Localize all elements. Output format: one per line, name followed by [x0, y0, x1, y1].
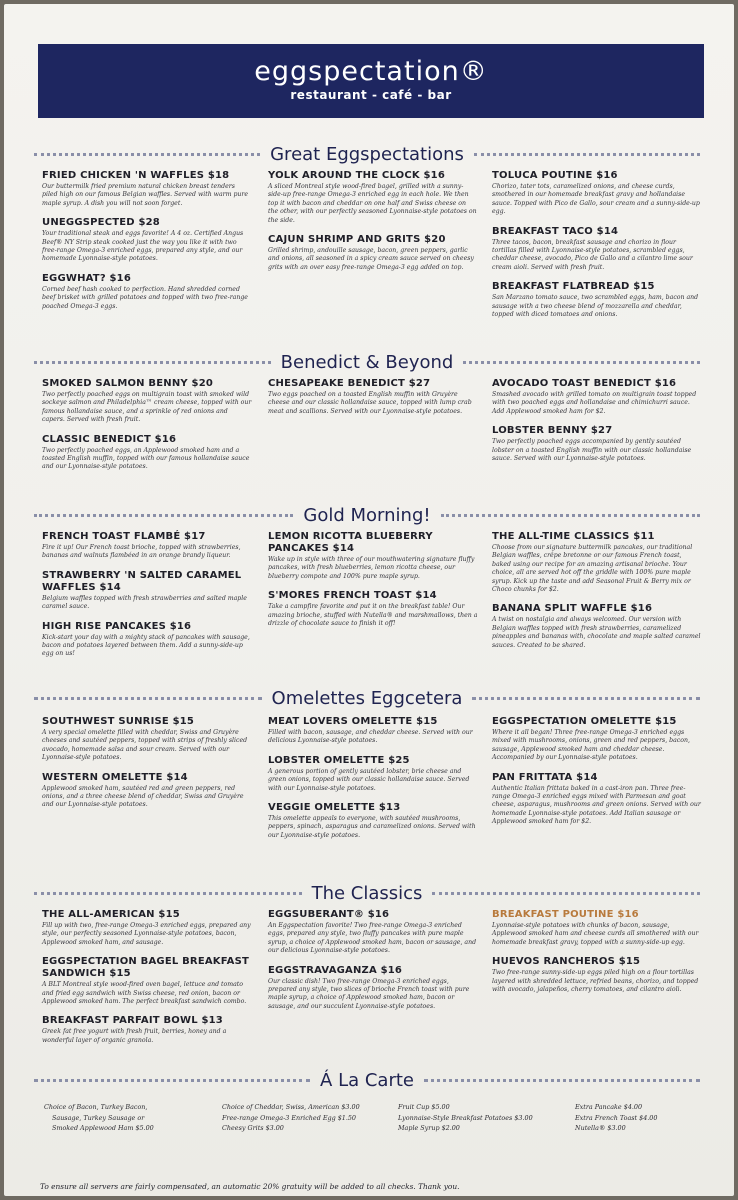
divider [34, 892, 302, 895]
a-la-carte-line: Nutella® $3.00 [575, 1124, 626, 1132]
menu-item [492, 956, 702, 994]
menu-item-description: Lyonnaise-style potatoes with chunks of bacon, sausage, Applewood smoked ham and cheese curds all smothered with our homemade breakfast gravy, topped with a sunny-side-up egg. [492, 922, 699, 946]
menu-item-description: Two eggs poached on a toasted English muffin with Gruyère cheese and our classic hollandaise sauce, topped with lump crab meat and scallions. Served with our Lyonnaise-style potatoes. [268, 391, 472, 415]
a-la-carte-line: Cheesy Grits $3.00 [222, 1124, 284, 1132]
menu-item-title: BANANA SPLIT WAFFLE $16 [492, 603, 653, 615]
a-la-carte-line: Free-range Omega-3 Enriched Egg $1.50 [222, 1113, 356, 1122]
menu-item-title: HIGH RISE PANCAKES $16 [42, 620, 192, 632]
menu-column [492, 170, 702, 328]
menu-item-description: Choose from our signature buttermilk pancakes, our traditional Belgian waffles, crêpe bretonne or our famous French toast, baked using our recipe for an amazing artisanal brioche. Your choice, all are served hot off the griddle with 100% pure maple syrup. Kick up the taste and add Seasonal Fruit & Berry mix or Choco chunks for $2. [492, 544, 693, 594]
menu-item [268, 531, 478, 581]
menu-item [492, 716, 702, 763]
a-la-carte-column [222, 1102, 360, 1134]
menu-item-description: Fire it up! Our French toast brioche, topped with strawberries, bananas and walnuts flambéed in an orange brandy liqueur. [42, 544, 241, 560]
menu-item-description: Take a campfire favorite and put it on the breakfast table! Our amazing brioche, stuffed with Nutella® and marshmallows, then a drizzle of chocolate sauce to finish it off! [268, 603, 478, 628]
menu-item [492, 378, 702, 416]
menu-item-description: Our classic dish! Two free-range Omega-3 enriched eggs, prepared any style, two slices of brioche French toast with pure maple syrup, a choice of Applewood smoked ham, bacon or sausage, and our succulent Lyonnaise-style potatoes. [268, 977, 470, 1010]
menu-item [268, 716, 478, 746]
section-title [34, 881, 700, 905]
menu-item-description: A BLT Montreal style wood-fired oven bagel, lettuce and tomato and fried egg sandwich with Swiss cheese, red onion, bacon or Applewood smoked ham. The perfect breakfast sandwich combo. [42, 981, 247, 1006]
menu-item-title: SMOKED SALMON BENNY $20 [42, 378, 214, 389]
menu-column [492, 378, 702, 472]
divider [432, 892, 700, 895]
menu-item-title: LOBSTER OMELETTE $25 [268, 754, 410, 766]
menu-item-title: WESTERN OMELETTE $14 [42, 771, 188, 783]
menu-item [268, 755, 478, 793]
section-title-a-la-carte [34, 1068, 700, 1092]
section-title [34, 686, 700, 710]
menu-item [268, 965, 478, 1012]
menu-item-title: BREAKFAST TACO $14 [492, 225, 619, 237]
menu-item [492, 909, 702, 947]
menu-item-title: S'MORES FRENCH TOAST $14 [268, 590, 437, 602]
menu-column [42, 378, 252, 481]
menu-column [492, 716, 702, 836]
menu-item-description: Fill up with two, free-range Omega-3 enriched eggs, prepared any style, our perfectly seasoned Lyonnaise-style potatoes, bacon, Applewood smoked ham, and sausage. [42, 922, 251, 946]
menu-item-description: Three tacos, bacon, breakfast sausage and chorizo in flour tortillas filled with Lyonnaise-style potatoes, scrambled eggs, cheddar cheese, avocado, Pico de Gallo and a cilantro lime sour cream aioli. Served with fresh fruit. [492, 238, 693, 271]
brand-logo: eggspectation® [254, 56, 488, 87]
menu-item-description: Belgium waffles topped with fresh strawberries and salted maple caramel sauce. [42, 594, 247, 611]
menu-item [42, 170, 252, 208]
menu-item [42, 378, 252, 425]
menu-item [492, 281, 702, 319]
menu-item-title: FRIED CHICKEN 'N WAFFLES $18 [42, 170, 230, 181]
menu-item-title: STRAWBERRY 'N SALTED CARAMEL WAFFLES $14 [42, 569, 242, 593]
menu-item-description: Our buttermilk fried premium natural chicken breast tenders piled high on our famous Belgian waffles. Served with warm pure maple syrup. A dish you will not soon forget. [42, 183, 249, 207]
divider [34, 1079, 310, 1082]
section-title-text: The Classics [311, 882, 423, 904]
a-la-carte-line: Lyonnaise-Style Breakfast Potatoes $3.00 [398, 1113, 533, 1122]
menu-item-title: CHESAPEAKE BENEDICT $27 [268, 378, 431, 389]
a-la-carte-line: Choice of Bacon, Turkey Bacon, [44, 1103, 148, 1111]
a-la-carte-line: Sausage, Turkey Sausage or [52, 1113, 145, 1122]
menu-column [42, 531, 252, 668]
menu-item-title: BREAKFAST POUTINE $16 [492, 909, 639, 920]
a-la-carte-line: Extra Pancake $4.00 [575, 1103, 643, 1111]
menu-item [42, 956, 252, 1006]
menu-item-description: Two free-range sunny-side-up eggs piled high on a flour tortillas layered with shredded lettuce, refried beans, chorizo, and topped with avocado, jalapeños, cherry tomatoes, and cilantro aioli. [492, 969, 699, 994]
menu-item [268, 234, 478, 272]
section-title-text: Á La Carte [320, 1069, 414, 1091]
menu-item-title: EGGWHAT? $16 [42, 272, 131, 284]
menu-item [42, 217, 252, 264]
menu-item-description: Applewood smoked ham, sautéed red and green peppers, red onions, and a three cheese blend of cheddar, Swiss and Gruyère and our Lyonnaise-style potatoes. [42, 784, 244, 809]
brand-tagline: restaurant - café - bar [290, 88, 452, 102]
gratuity-notice: To ensure all servers are fairly compensated, an automatic 20% gratuity will be added to all checks. Thank you. [40, 1182, 460, 1191]
menu-item [42, 909, 252, 947]
menu-item-description: Grilled shrimp, andouille sausage, bacon, green peppers, garlic and onions, all seasoned in a spicy cream sauce served on cheesy grits with an over easy free-range Omega-3 egg added on top. [268, 247, 474, 271]
menu-item-title: UNEGGSPECTED $28 [42, 217, 160, 229]
divider [34, 514, 293, 517]
menu-item [268, 378, 478, 416]
menu-item-description: San Marzano tomato sauce, two scrambled eggs, ham, bacon and sausage with a two cheese blend of mozzarella and cheddar, topped with diced tomatoes and onions. [492, 294, 699, 319]
menu-item [268, 170, 478, 225]
menu-column [42, 716, 252, 819]
menu-item-description: Smashed avocado with grilled tomato on multigrain toast topped with two poached eggs and hollandaise and chimichurri sauce. Add Applewood smoked ham for $2. [492, 391, 697, 415]
menu-item [492, 226, 702, 273]
menu-item-description: Greek fat free yogurt with fresh fruit, berries, honey and a wonderful layer of organic granola. [42, 1028, 227, 1044]
divider [472, 697, 700, 700]
menu-item-title: THE ALL-AMERICAN $15 [42, 909, 180, 920]
section-title-text: Gold Morning! [303, 504, 431, 526]
a-la-carte-column [398, 1102, 533, 1134]
menu-item-title: SOUTHWEST SUNRISE $15 [42, 716, 195, 727]
divider [34, 153, 260, 156]
menu-item-title: EGGSTRAVAGANZA $16 [268, 964, 403, 976]
header-banner [38, 44, 704, 118]
menu-item-title: YOLK AROUND THE CLOCK $16 [268, 170, 446, 181]
divider [474, 153, 700, 156]
a-la-carte-line: Choice of Cheddar, Swiss, American $3.00 [222, 1103, 360, 1111]
menu-item [42, 772, 252, 810]
menu-item-title: LOBSTER BENNY $27 [492, 425, 613, 437]
section-title-text: Benedict & Beyond [280, 351, 454, 373]
a-la-carte-line: Maple Syrup $2.00 [398, 1124, 460, 1132]
menu-item-description: Chorizo, tater tots, caramelized onions, and cheese curds, smothered in our homemade breakfast gravy and hollandaise sauce. Topped with Pico de Gallo, sour cream and a sunny-side-up egg. [492, 183, 700, 216]
a-la-carte-column [44, 1102, 154, 1134]
menu-item-title: CAJUN SHRIMP AND GRITS $20 [268, 234, 446, 246]
menu-column [492, 531, 702, 659]
menu-item-description: Where it all began! Three free-range Omega-3 enriched eggs mixed with mushrooms, onions, green and red peppers, bacon, sausage, Applewood smoked ham and cheddar cheese. Accompanied by our Lyonnaise-style potatoes. [492, 729, 690, 762]
a-la-carte-line: Fruit Cup $5.00 [398, 1103, 450, 1111]
divider [441, 514, 700, 517]
menu-item [42, 434, 252, 472]
divider [463, 361, 700, 364]
menu-item-title: PAN FRITTATA $14 [492, 771, 598, 783]
menu-item-description: Kick-start your day with a mighty stack of pancakes with sausage, bacon and potatoes layered between them. Add a sunny-side-up egg on us! [42, 633, 250, 658]
menu-item-title: EGGSPECTATION OMELETTE $15 [492, 716, 677, 727]
menu-item [268, 909, 478, 956]
menu-item [42, 1015, 252, 1045]
menu-item [42, 570, 252, 612]
menu-column [268, 378, 478, 425]
menu-item-title: EGGSUBERANT® $16 [268, 909, 390, 920]
menu-column [268, 716, 478, 849]
menu-item-description: Two perfectly poached eggs, an Applewood smoked ham and a toasted English muffin, topped with our famous hollandaise sauce and our Lyonnaise-style potatoes. [42, 446, 250, 471]
menu-item [492, 531, 702, 594]
menu-item-title: FRENCH TOAST FLAMBÉ $17 [42, 531, 206, 542]
divider [424, 1079, 700, 1082]
a-la-carte-line: Smoked Applewood Ham $5.00 [52, 1124, 154, 1132]
section-title-text: Omelettes Eggcetera [271, 687, 463, 709]
menu-column [42, 909, 252, 1054]
menu-item-description: Wake up in style with three of our mouthwatering signature fluffy pancakes, with fresh blueberries, lemon ricotta cheese, our blueberry compote and 100% pure maple syrup. [268, 556, 475, 580]
menu-item-description: Two perfectly poached eggs on multigrain toast with smoked wild sockeye salmon and Philadelphia™ cream cheese, topped with our famous hollandaise sauce, and a sprinkle of red onions and capers. Served with fresh fruit. [42, 391, 252, 424]
section-title-text: Great Eggspectations [270, 143, 464, 165]
divider [34, 361, 271, 364]
section-title [34, 142, 700, 166]
menu-item-description: Two perfectly poached eggs accompanied by gently sautéed lobster on a toasted English muffin with our classic hollandaise sauce. Served with our Lyonnaise-style potatoes. [492, 438, 692, 463]
menu-item-title: MEAT LOVERS OMELETTE $15 [268, 716, 438, 727]
menu-item [492, 772, 702, 827]
menu-item-title: TOLUCA POUTINE $16 [492, 170, 618, 181]
menu-item-title: HUEVOS RANCHEROS $15 [492, 956, 641, 968]
menu-item [42, 531, 252, 561]
menu-item-description: A twist on nostalgia and always welcomed. Our version with Belgian waffles topped with fresh strawberries, caramelized pineapples and bananas with, chocolate and maple salted caramel sauces. Created to be shared. [492, 616, 701, 649]
a-la-carte-line: Extra French Toast $4.00 [575, 1113, 658, 1122]
section-title [34, 350, 700, 374]
menu-item [42, 273, 252, 311]
menu-item [492, 170, 702, 217]
menu-item [492, 425, 702, 463]
menu-item [42, 621, 252, 659]
menu-column [268, 531, 478, 637]
menu-item-title: BREAKFAST FLATBREAD $15 [492, 281, 655, 293]
menu-item-description: Your traditional steak and eggs favorite! A 4 oz. Certified Angus Beef® NY Strip steak cooked just the way you like it with two free-range Omega-3 enriched eggs, prepared any style, and our homemade Lyonnaise-style potatoes. [42, 230, 244, 263]
menu-item-title: THE ALL-TIME CLASSICS $11 [492, 531, 655, 542]
menu-item-description: A sliced Montreal style wood-fired bagel, grilled with a sunny-side-up free-range Omega-3 enriched egg in each hole. We then top it with bacon and cheddar on one half and Swiss cheese on the other, with our perfectly seasoned Lyonnaise-style potatoes on the side. [268, 183, 477, 224]
menu-item-title: LEMON RICOTTA BLUEBERRY PANCAKES $14 [268, 531, 433, 554]
menu-item-title: BREAKFAST PARFAIT BOWL $13 [42, 1015, 223, 1027]
menu-item-title: CLASSIC BENEDICT $16 [42, 433, 177, 445]
menu-item-title: VEGGIE OMELETTE $13 [268, 802, 401, 814]
menu-item-description: A generous portion of gently sautéed lobster, brie cheese and green onions, topped with our classic hollandaise sauce. Served with our Lyonnaise-style potatoes. [268, 767, 470, 792]
menu-item-title: AVOCADO TOAST BENEDICT $16 [492, 378, 677, 389]
menu-item [42, 716, 252, 763]
menu-item-description: An Eggspectation favorite! Two free-range Omega-3 enriched eggs, prepared any style, two fluffy pancakes with pure maple syrup, a choice of Applewood smoked ham, bacon or sausage, and our delicious Lyonnaise-style potatoes. [268, 922, 477, 955]
menu-item [492, 603, 702, 650]
section-title [34, 503, 700, 527]
menu-item-description: A very special omelette filled with cheddar, Swiss and Gruyère cheeses and sautéed peppers, topped with strips of freshly sliced avocado, homemade salsa and sour cream. Served with our Lyonnaise-style potatoes. [42, 729, 248, 762]
menu-item-description: Authentic Italian frittata baked in a cast-iron pan. Three free-range Omega-3 enriched eggs mixed with Parmesan and goat cheese, asparagus, mushrooms and green onions. Served with our homemade Lyonnaise-style potatoes. Add Italian sausage or Applewood smoked ham for $2. [492, 784, 701, 826]
menu-item-title: EGGSPECTATION BAGEL BREAKFAST SANDWICH $15 [42, 956, 249, 980]
a-la-carte-column [575, 1102, 657, 1134]
menu-column [492, 909, 702, 1003]
menu-item-description: This omelette appeals to everyone, with sautéed mushrooms, peppers, spinach, asparagus and caramelized onions. Served with our Lyonnaise-style potatoes. [268, 815, 476, 839]
menu-item [268, 590, 478, 628]
menu-item-description: Filled with bacon, sausage, and cheddar cheese. Served with our delicious Lyonnaise-style potatoes. [268, 729, 473, 745]
menu-item [268, 802, 478, 840]
menu-item-description: Corned beef hash cooked to perfection. Hand shredded corned beef brisket with grilled potatoes and topped with two free-range poached Omega-3 eggs. [42, 285, 248, 310]
menu-column [268, 170, 478, 281]
menu-column [42, 170, 252, 320]
menu-column [268, 909, 478, 1020]
divider [34, 697, 262, 700]
